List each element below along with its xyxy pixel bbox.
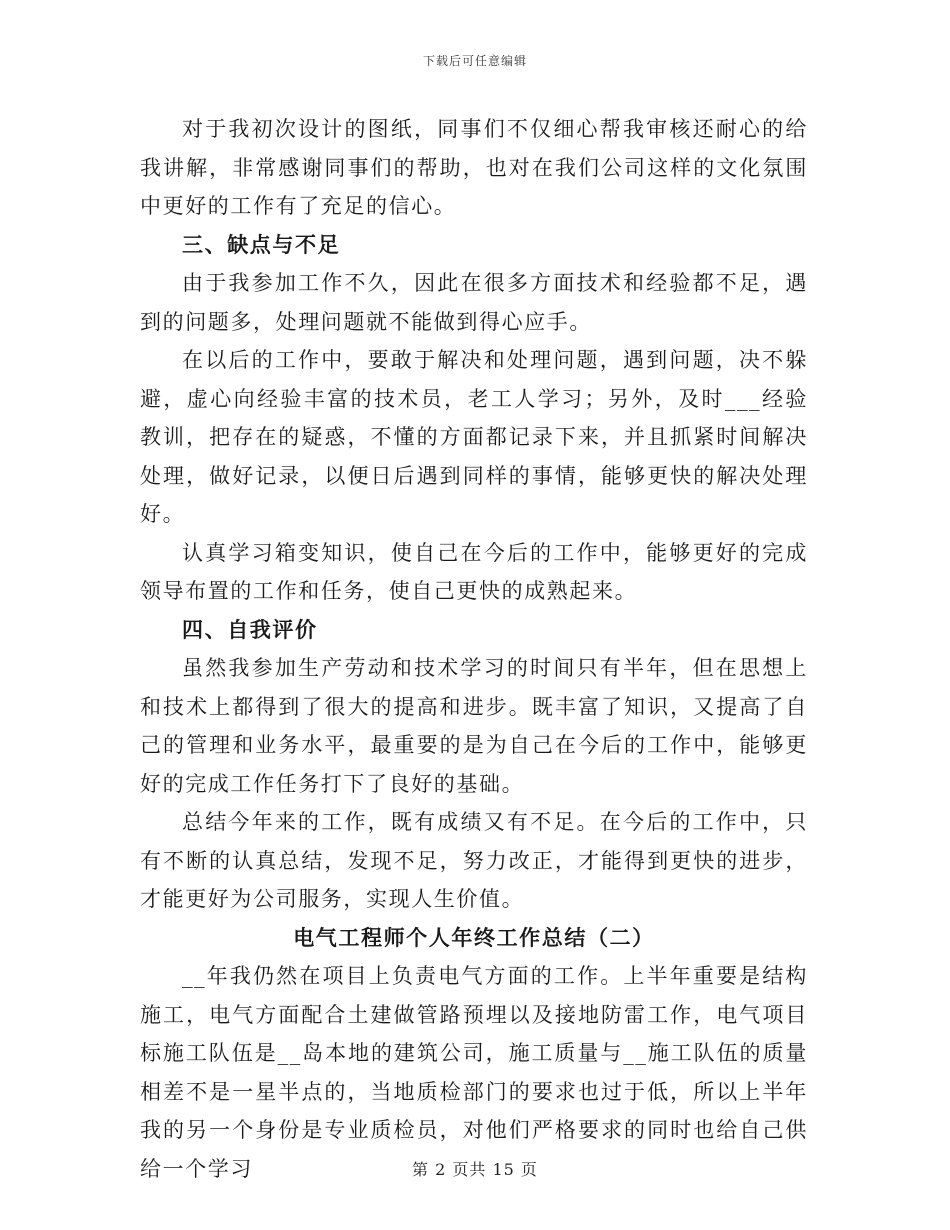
- paragraph: __年我仍然在项目上负责电气方面的工作。上半年重要是结构施工，电气方面配合土建做管路预埋以及接地防雷工作，电气项目标施工队伍是__岛本地的建筑公司，施工质量与__施工队伍的质量相差不是一星半点的，当地质检部门的要求也过于低，所以上半年我的另一个身份是专业质检员，对他们严格要求的同时也给自己供给一个学习: [140, 964, 808, 1181]
- section-heading: 三、缺点与不足: [182, 231, 341, 257]
- paragraph: 认真学习箱变知识，使自己在今后的工作中，能够更好的完成领导布置的工作和任务，使自己更快的成熟起来。: [140, 540, 808, 603]
- paragraph: 对于我初次设计的图纸，同事们不仅细心帮我审核还耐心的给我讲解，非常感谢同事们的帮助，也对在我们公司这样的文化氛围中更好的工作有了充足的信心。: [140, 117, 808, 218]
- paragraph: 虽然我参加生产劳动和技术学习的时间只有半年，但在思想上和技术上都得到了很大的提高和进步。既丰富了知识，又提高了自己的管理和业务水平，最重要的是为自己在今后的工作中，能够更好的完成工作任务打下了良好的基础。: [140, 656, 808, 796]
- document-title: 电气工程师个人年终工作总结（二）: [293, 924, 655, 950]
- document-body: [140, 110, 808, 1188]
- section-heading: 四、自我评价: [182, 616, 318, 642]
- paragraph: 总结今年来的工作，既有成绩又有不足。在今后的工作中，只有不断的认真总结，发现不足，努力改正，才能得到更快的进步，才能更好为公司服务，实现人生价值。: [140, 810, 808, 911]
- page-header: 下载后可任意编辑: [422, 54, 527, 68]
- paragraph: 由于我参加工作不久，因此在很多方面技术和经验都不足，遇到的问题多，处理问题就不能做到得心应手。: [140, 271, 808, 334]
- paragraph: 在以后的工作中，要敢于解决和处理问题，遇到问题，决不躲避，虚心向经验丰富的技术员，老工人学习；另外，及时___经验教训，把存在的疑惑，不懂的方面都记录下来，并且抓紧时间解决处理，做好记录，以便日后遇到同样的事情，能够更快的解决处理好。: [140, 348, 808, 526]
- page-number-footer: 第 2 页共 15 页: [412, 1160, 538, 1179]
